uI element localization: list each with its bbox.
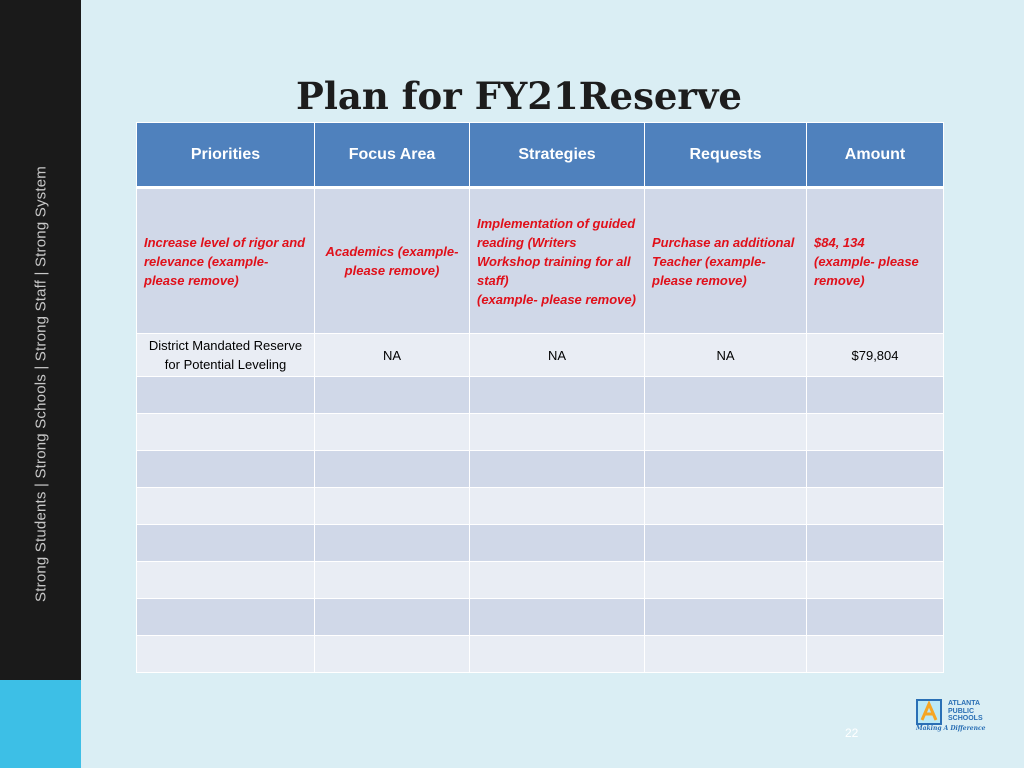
table-cell-blank bbox=[470, 488, 645, 525]
table-cell-blank bbox=[137, 377, 315, 414]
cell-strategies bbox=[470, 188, 645, 334]
table-cell-blank bbox=[645, 562, 807, 599]
reserve-plan-table bbox=[136, 122, 944, 673]
cell-focus-area: Academics (example- please remove) bbox=[315, 188, 470, 334]
table-cell-blank bbox=[137, 451, 315, 488]
table-row-blank bbox=[137, 525, 944, 562]
table-cell-blank bbox=[137, 414, 315, 451]
table-cell-blank bbox=[645, 488, 807, 525]
table-cell-blank bbox=[470, 451, 645, 488]
table-cell-blank bbox=[807, 525, 944, 562]
table-cell-blank bbox=[470, 562, 645, 599]
table-cell-blank bbox=[470, 599, 645, 636]
table-row-blank bbox=[137, 562, 944, 599]
table-cell-blank bbox=[807, 414, 944, 451]
table-row-blank bbox=[137, 636, 944, 673]
table-cell-blank bbox=[315, 636, 470, 673]
logo-line-2: PUBLIC bbox=[948, 707, 975, 715]
table-cell-blank bbox=[807, 451, 944, 488]
aps-logo bbox=[914, 697, 986, 735]
cell-requests: Purchase an additional Teacher (example- please remove) bbox=[645, 188, 807, 334]
table-row-blank bbox=[137, 377, 944, 414]
cell-focus-area: NA bbox=[315, 334, 470, 377]
table-row-example bbox=[137, 188, 944, 334]
table-row-blank bbox=[137, 488, 944, 525]
table-cell-blank bbox=[315, 414, 470, 451]
table-cell-blank bbox=[470, 636, 645, 673]
logo-line-3: SCHOOLS bbox=[948, 715, 983, 722]
cell-amount bbox=[807, 188, 944, 334]
cell-strategies-note: (example- please remove) bbox=[477, 291, 636, 307]
table-cell-blank bbox=[137, 599, 315, 636]
table-cell-blank bbox=[807, 599, 944, 636]
header-amount: Amount bbox=[807, 123, 944, 188]
table-row-blank bbox=[137, 451, 944, 488]
table-cell-blank bbox=[137, 525, 315, 562]
header-priorities: Priorities bbox=[137, 123, 315, 188]
table-cell-blank bbox=[645, 599, 807, 636]
cell-strategies: NA bbox=[470, 334, 645, 377]
table-row-blank bbox=[137, 599, 944, 636]
logo-wordmark bbox=[948, 700, 983, 723]
cell-priorities: Increase level of rigor and relevance (example- please remove) bbox=[137, 188, 315, 334]
logo-tagline: Making A Difference bbox=[916, 725, 986, 732]
table-cell-blank bbox=[137, 636, 315, 673]
table-cell-blank bbox=[315, 562, 470, 599]
table-cell-blank bbox=[470, 414, 645, 451]
table-cell-blank bbox=[137, 488, 315, 525]
table-cell-blank bbox=[315, 525, 470, 562]
aps-a-icon bbox=[916, 699, 942, 725]
slide-title: Plan for FY21Reserve bbox=[296, 74, 742, 118]
cell-priorities: District Mandated Reserve for Potential Leveling bbox=[137, 334, 315, 377]
table-header-row bbox=[137, 123, 944, 188]
header-focus-area: Focus Area bbox=[315, 123, 470, 188]
table-cell-blank bbox=[137, 562, 315, 599]
header-requests: Requests bbox=[645, 123, 807, 188]
table-cell-blank bbox=[315, 377, 470, 414]
cell-strategies-text: Implementation of guided reading (Writers Workshop training for all staff) bbox=[477, 215, 636, 288]
table-cell-blank bbox=[807, 636, 944, 673]
table-cell-blank bbox=[315, 488, 470, 525]
cell-requests: NA bbox=[645, 334, 807, 377]
cell-amount-value: $84, 134 bbox=[814, 234, 865, 250]
table-cell-blank bbox=[807, 562, 944, 599]
table-cell-blank bbox=[807, 488, 944, 525]
table-cell-blank bbox=[807, 377, 944, 414]
table-row-blank bbox=[137, 414, 944, 451]
sidebar-tagline: Strong Students | Strong Schools | Strong Staff | Strong System bbox=[32, 166, 50, 602]
table-cell-blank bbox=[645, 525, 807, 562]
table-cell-blank bbox=[315, 451, 470, 488]
table-cell-blank bbox=[470, 377, 645, 414]
cell-amount-note: (example- please remove) bbox=[814, 253, 919, 288]
table-cell-blank bbox=[645, 377, 807, 414]
table-cell-blank bbox=[470, 525, 645, 562]
cell-amount: $79,804 bbox=[807, 334, 944, 377]
header-strategies: Strategies bbox=[470, 123, 645, 188]
table-cell-blank bbox=[645, 451, 807, 488]
sidebar-accent-block bbox=[0, 680, 81, 768]
table-row-reserve bbox=[137, 334, 944, 377]
page-number: 22 bbox=[845, 726, 859, 740]
table-cell-blank bbox=[315, 599, 470, 636]
table-cell-blank bbox=[645, 636, 807, 673]
table-cell-blank bbox=[645, 414, 807, 451]
logo-line-1: ATLANTA bbox=[948, 700, 981, 707]
